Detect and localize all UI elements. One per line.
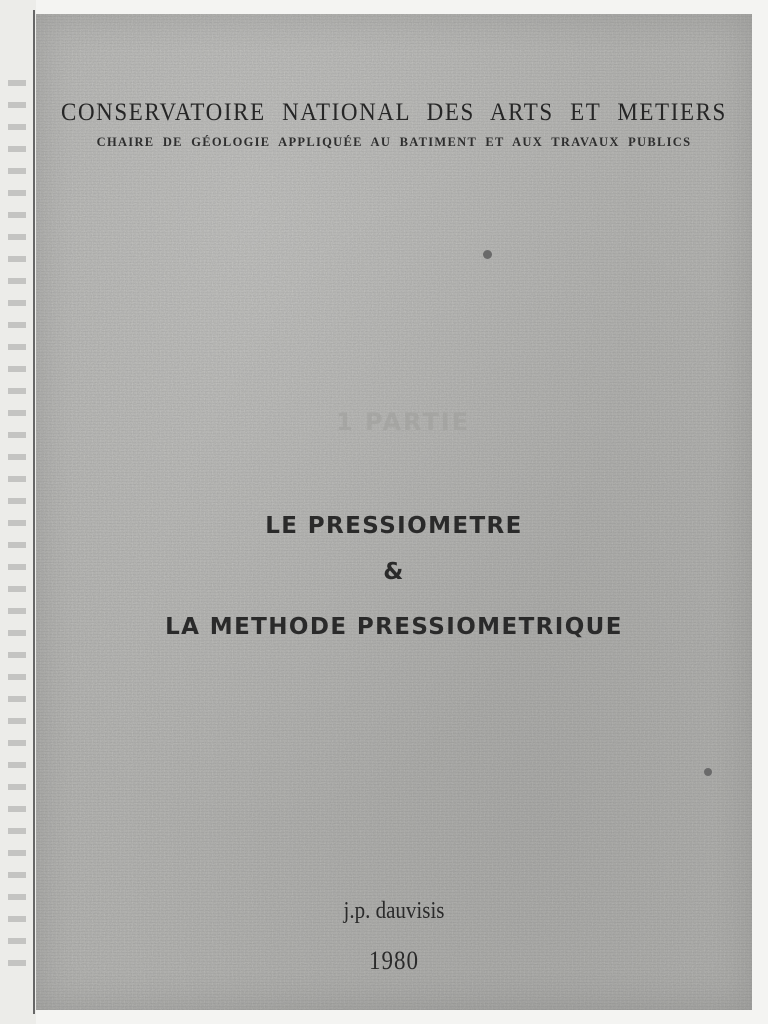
ink-spot (483, 250, 492, 259)
binding-strip (0, 0, 36, 1024)
binding-edge-line (33, 10, 35, 1014)
scan-noise-texture (36, 14, 752, 1010)
department-subtitle: CHAIRE DE GÉOLOGIE APPLIQUÉE AU BATIMENT ET AUX TRAVAUX PUBLICS (96, 135, 692, 149)
title-connector: & (383, 559, 405, 585)
ink-spot (704, 768, 712, 776)
institution-title: CONSERVATOIRE NATIONAL DES ARTS ET METIERS (61, 97, 727, 126)
faded-heading: 1 PARTIE (336, 408, 471, 436)
binding-holes (8, 80, 26, 980)
title-line-1: LE PRESSIOMETRE (265, 513, 523, 539)
cover-sheet (36, 14, 752, 1010)
author-name: j.p. dauvisis (343, 896, 445, 924)
title-line-2: LA METHODE PRESSIOMETRIQUE (165, 614, 623, 640)
publication-year: 1980 (369, 946, 419, 975)
